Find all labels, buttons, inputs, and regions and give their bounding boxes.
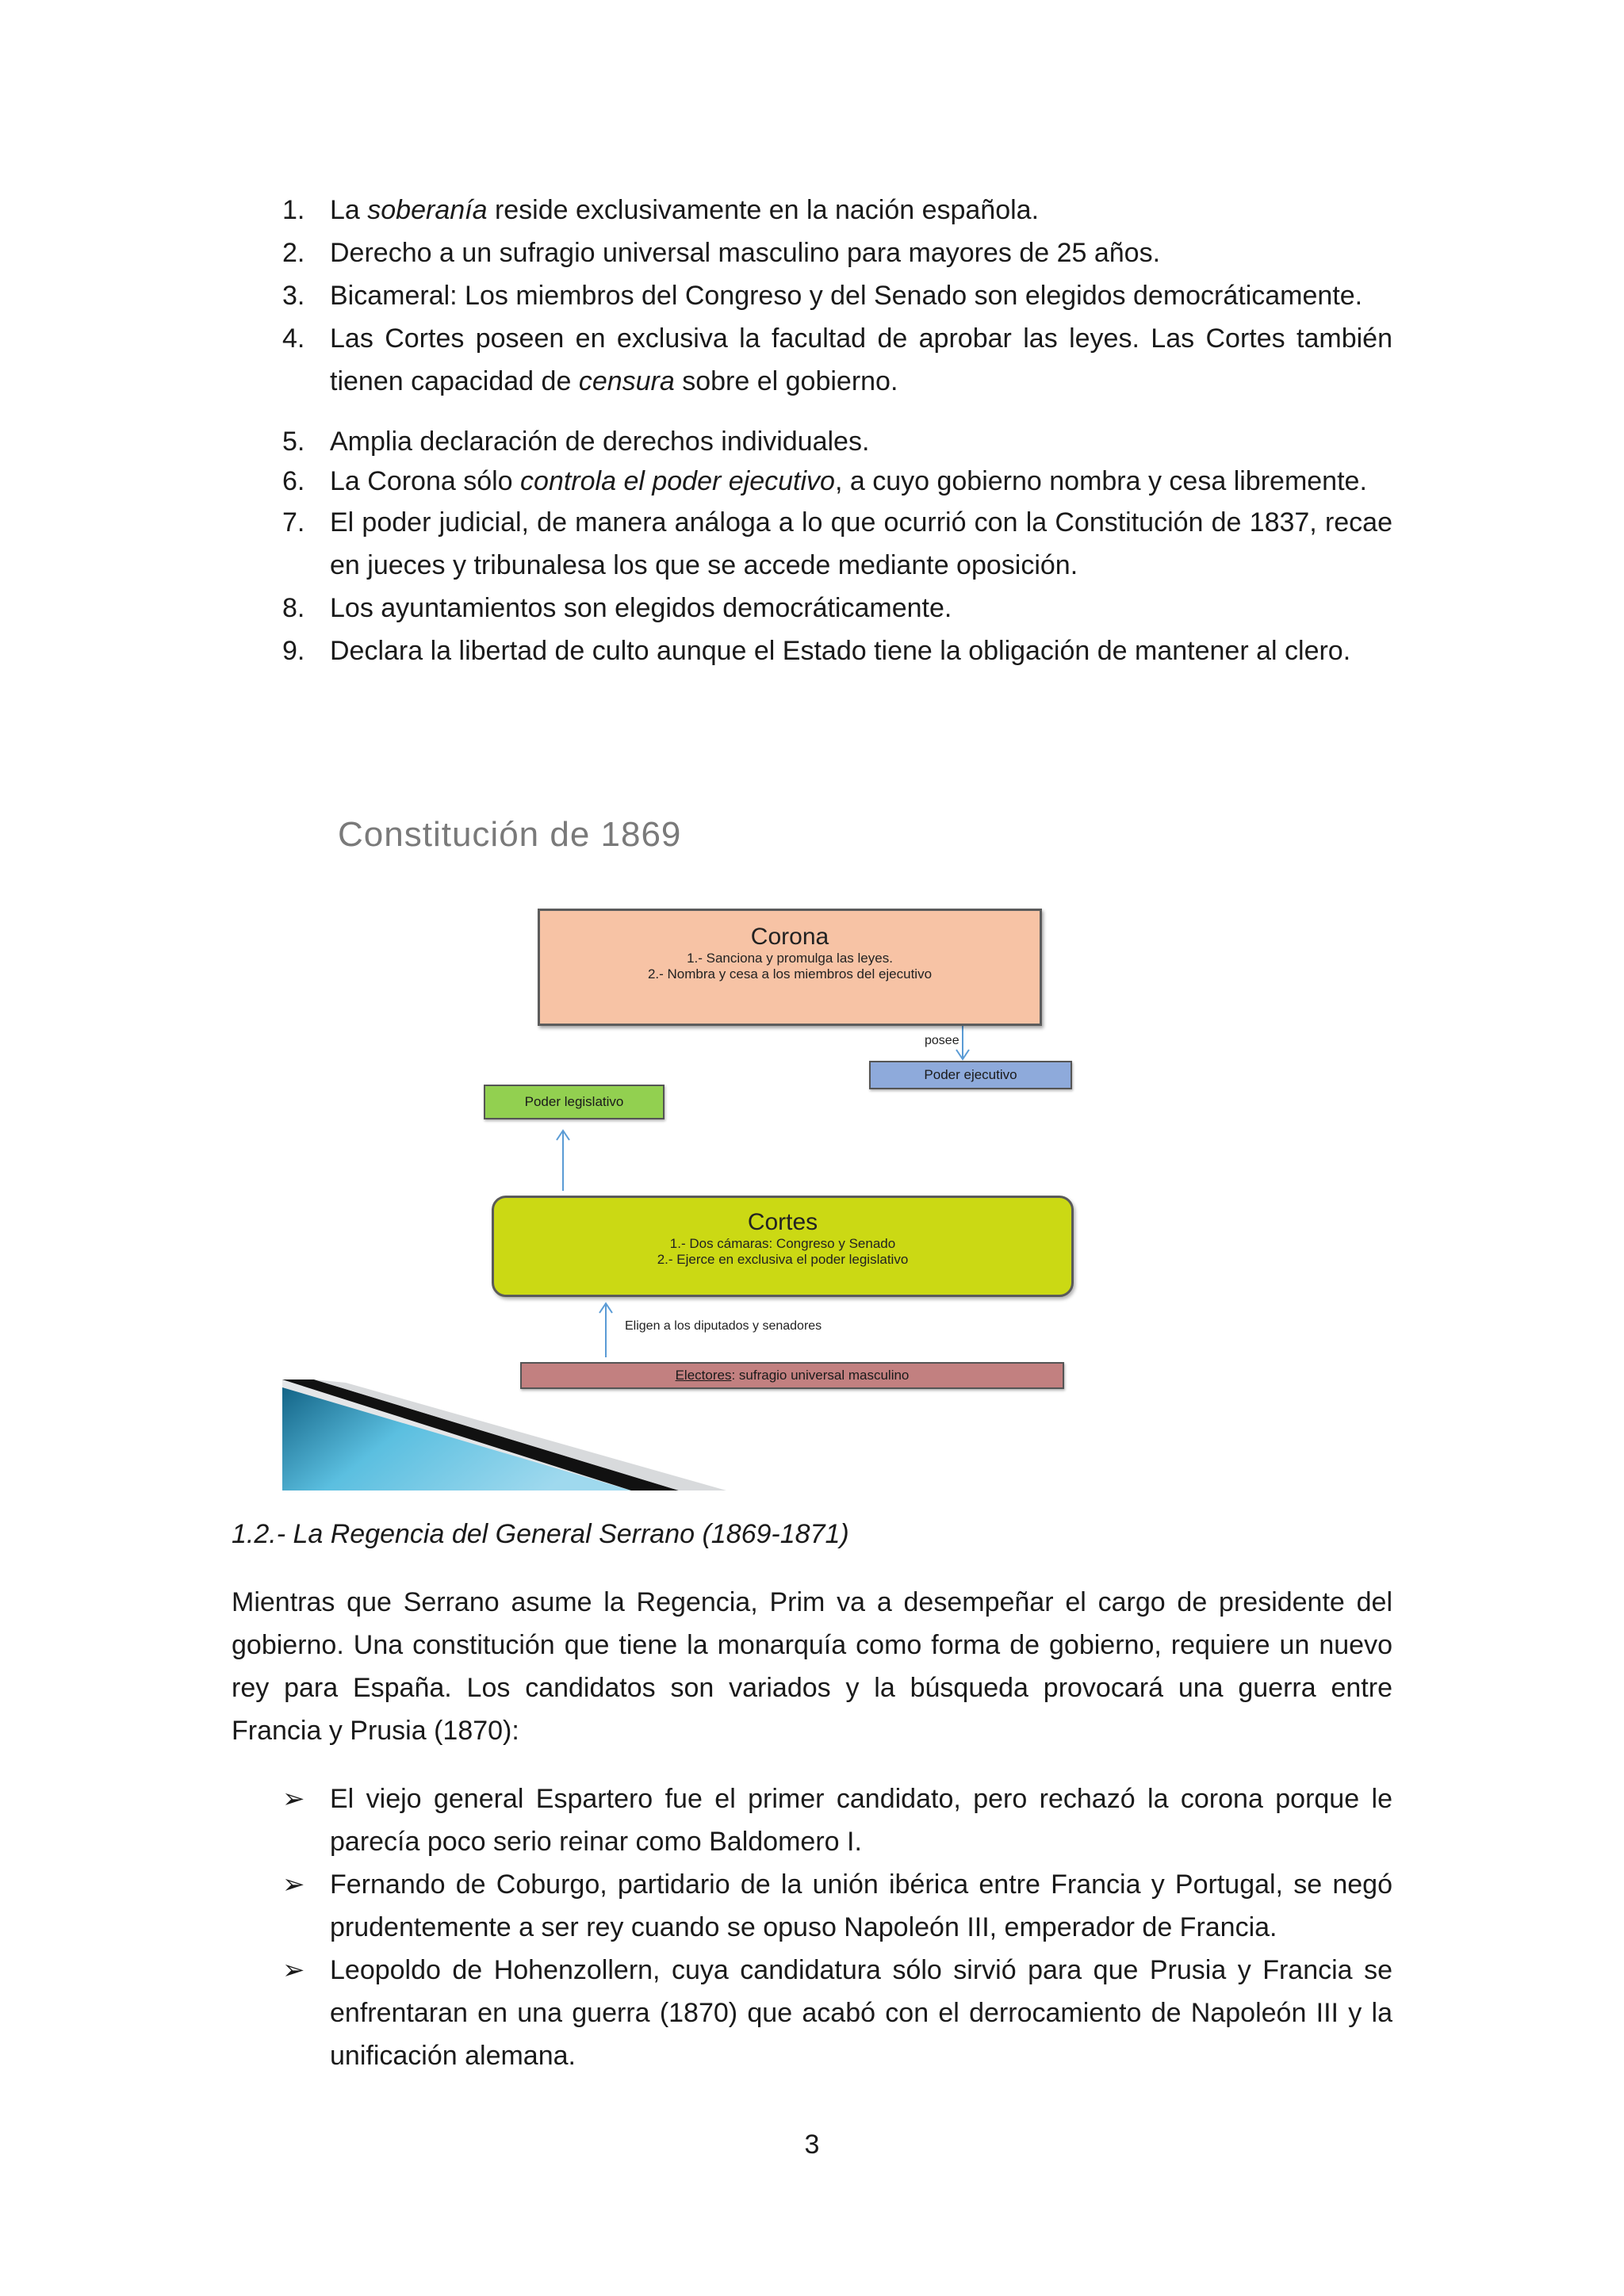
page-number: 3 xyxy=(804,2130,820,2160)
eligen-label: Eligen a los diputados y senadores xyxy=(625,1319,822,1333)
arrow-bullet-icon: ➢ xyxy=(282,1784,305,1814)
poder-ejecutivo-box: Poder ejecutivo xyxy=(869,1061,1072,1089)
list-item: ➢ Leopoldo de Hohenzollern, cuya candidatura sólo sirvió para que Prusia y Francia se enfrentaran en una guerra (1870) que acabó con el derrocamiento de Napoleón III y la unificación alemana. xyxy=(282,1949,1392,2077)
list-item: ➢ Fernando de Coburgo, partidario de la unión ibérica entre Francia y Portugal, se negó prudentemente a ser rey cuando se opuso Napoleón III, emperador de Francia. xyxy=(282,1863,1392,1949)
poder-legislativo-box: Poder legislativo xyxy=(484,1085,665,1119)
cortes-title: Cortes xyxy=(747,1209,818,1235)
cortes-box: Cortes 1.- Dos cámaras: Congreso y Senado 2.- Ejerce en exclusiva el poder legislativo xyxy=(492,1196,1074,1297)
list-item: 1. La soberanía reside exclusivamente en la nación española. xyxy=(282,189,1392,232)
posee-label: posee xyxy=(925,1034,959,1047)
list-item: 2. Derecho a un sufragio universal masculino para mayores de 25 años. xyxy=(282,232,1392,274)
arrow-bullet-icon: ➢ xyxy=(282,1955,305,1985)
list-item: 6. La Corona sólo controla el poder ejecutivo, a cuyo gobierno nombra y cesa libremente. xyxy=(282,461,1392,501)
list-item: 4. Las Cortes poseen en exclusiva la facultad de aprobar las leyes. Las Cortes también tienen capacidad de censura sobre el gobierno. xyxy=(282,317,1392,403)
candidates-list xyxy=(282,1777,1392,2077)
list-item: 3. Bicameral: Los miembros del Congreso y del Senado son elegidos democráticamente. xyxy=(282,274,1392,317)
decorative-wedge xyxy=(282,1372,853,1490)
list-number: 3. xyxy=(282,281,305,311)
list-number: 7. xyxy=(282,507,305,538)
corona-title: Corona xyxy=(750,924,829,950)
arrow-bullet-icon: ➢ xyxy=(282,1869,305,1900)
list-item: 5. Amplia declaración de derechos individuales. xyxy=(282,422,1392,461)
constitution-diagram xyxy=(282,801,1075,1487)
diagram-title: Constitución de 1869 xyxy=(338,815,682,854)
list-item: 8. Los ayuntamientos son elegidos democráticamente. xyxy=(282,587,1392,629)
list-number: 1. xyxy=(282,195,305,225)
list-item: 7. El poder judicial, de manera análoga a lo que ocurrió con la Constitución de 1837, recae en jueces y tribunalesa los que se accede mediante oposición. xyxy=(282,501,1392,587)
list-item: ➢ El viejo general Espartero fue el primer candidato, pero rechazó la corona porque le parecía poco serio reinar como Baldomero I. xyxy=(282,1777,1392,1863)
section-heading: 1.2.- La Regencia del General Serrano (1869-1871) xyxy=(232,1519,849,1549)
constitution-points-list xyxy=(282,189,1392,672)
body-paragraph: Mientras que Serrano asume la Regencia, Prim va a desempeñar el cargo de presidente del gobierno. Una constitución que tiene la monarquía como forma de gobierno, requiere un nuevo rey para España. Los candidatos son variados y la búsqueda provocará una guerra entre Francia y Prusia (1870): xyxy=(232,1587,1392,1746)
list-number: 6. xyxy=(282,466,305,496)
list-number: 2. xyxy=(282,238,305,268)
electores-box: Electores: sufragio universal masculino xyxy=(520,1362,1064,1389)
corona-box: Corona 1.- Sanciona y promulga las leyes. 2.- Nombra y cesa a los miembros del ejecutivo xyxy=(538,909,1042,1026)
list-number: 5. xyxy=(282,427,305,457)
list-item: 9. Declara la libertad de culto aunque el Estado tiene la obligación de mantener al clero. xyxy=(282,629,1392,672)
list-number: 4. xyxy=(282,323,305,354)
list-number: 8. xyxy=(282,593,305,623)
list-number: 9. xyxy=(282,636,305,666)
